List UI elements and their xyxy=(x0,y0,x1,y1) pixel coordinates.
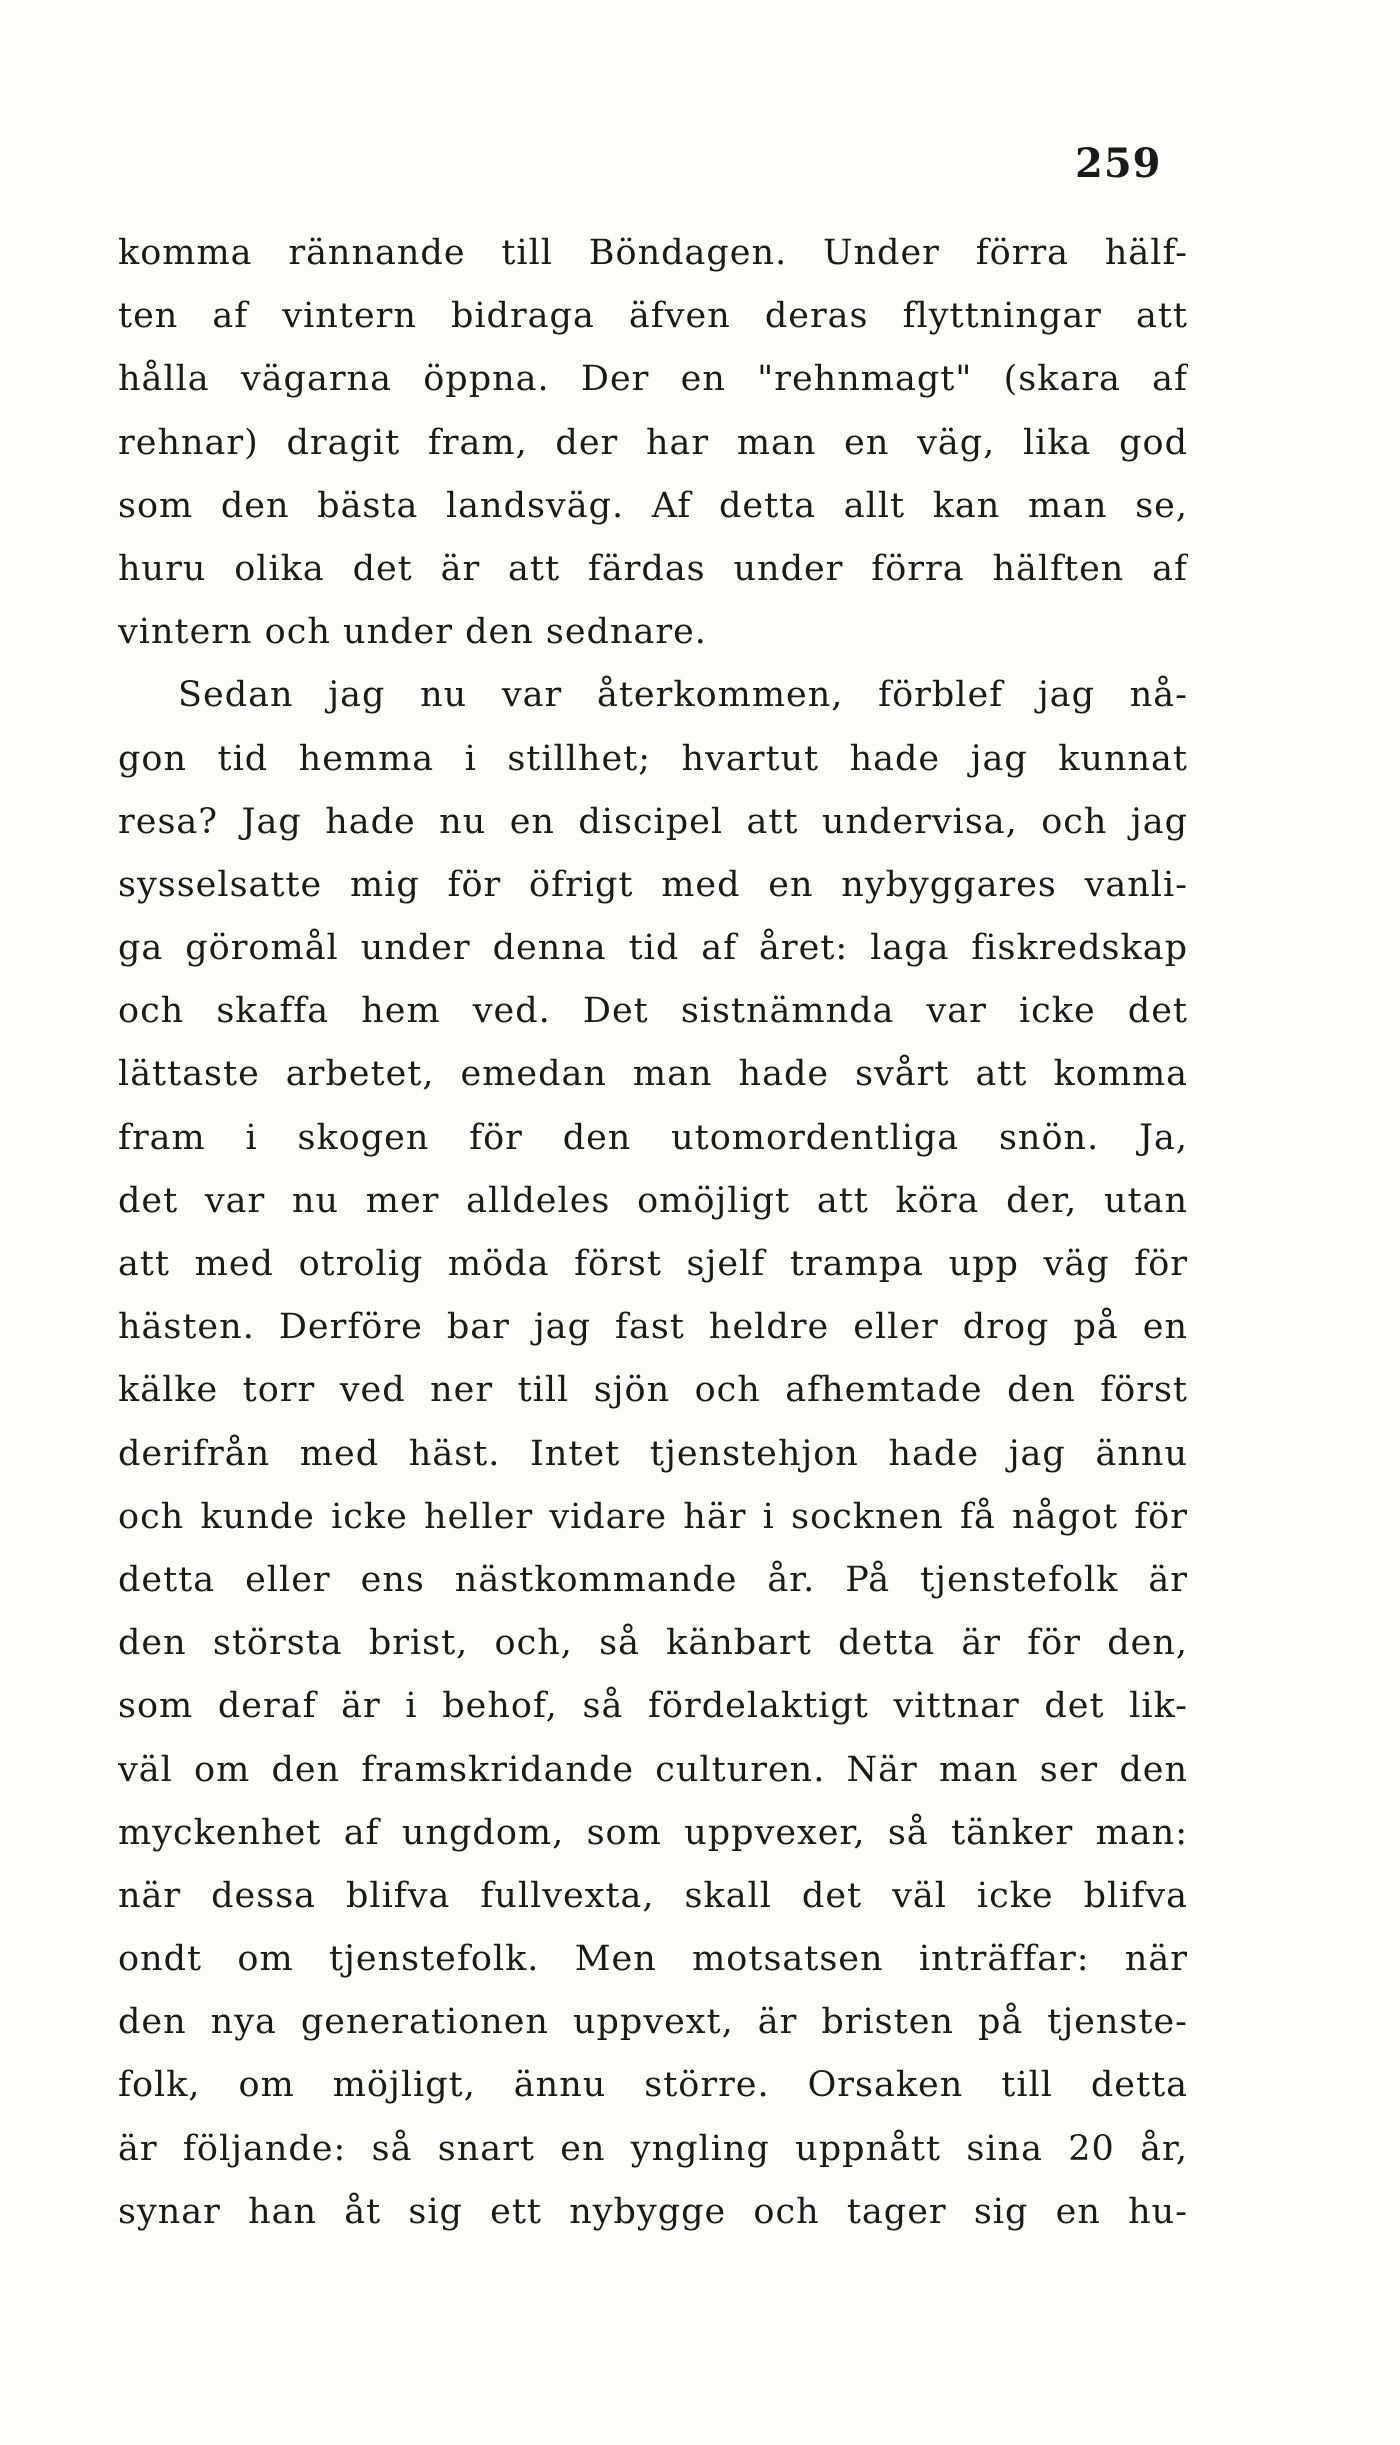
text-line: sysselsatte mig för öfrigt med en nybyggares vanli- xyxy=(118,864,1188,905)
text-line: fram i skogen för den utomordentliga snön. Ja, xyxy=(118,1117,1188,1158)
text-line: Sedan jag nu var återkommen, förblef jag nå- xyxy=(178,675,1188,716)
text-line: att med otrolig möda först sjelf trampa upp väg för xyxy=(118,1244,1188,1284)
text-line: gon tid hemma i stillhet; hvartut hade jag kunnat xyxy=(118,738,1188,779)
body-text xyxy=(118,222,1188,2244)
text-line: hästen. Derföre bar jag fast heldre eller drog på en xyxy=(118,1307,1188,1348)
text-line: väl om den framskridande culturen. När man ser den xyxy=(118,1749,1188,1790)
text-line: och kunde icke heller vidare här i socknen få något för xyxy=(118,1496,1188,1537)
page-number: 259 xyxy=(1075,140,1162,187)
text-line: huru olika det är att färdas under förra hälften af xyxy=(118,548,1188,589)
text-line: rehnar) dragit fram, der har man en väg, lika god xyxy=(118,422,1188,463)
text-line: detta eller ens nästkommande år. På tjenstefolk är xyxy=(118,1559,1188,1600)
text-line: hålla vägarna öppna. Der en "rehnmagt" (skara af xyxy=(118,359,1188,400)
text-line: folk, om möjligt, ännu större. Orsaken till detta xyxy=(118,2065,1188,2106)
text-line: komma rännande till Böndagen. Under förra hälf- xyxy=(118,233,1188,273)
text-line: derifrån med häst. Intet tjenstehjon hade jag ännu xyxy=(118,1433,1188,1474)
text-line: ondt om tjenstefolk. Men motsatsen inträffar: när xyxy=(118,1939,1188,1980)
text-line: det var nu mer alldeles omöjligt att köra der, utan xyxy=(118,1180,1188,1221)
text-line: som den bästa landsväg. Af detta allt kan man se, xyxy=(118,485,1188,526)
text-line: ga göromål under denna tid af året: laga fiskredskap xyxy=(118,928,1188,969)
text-line: och skaffa hem ved. Det sistnämnda var icke det xyxy=(118,991,1188,1032)
text-line: lättaste arbetet, emedan man hade svårt att komma xyxy=(118,1054,1188,1095)
text-line: den största brist, och, så känbart detta är för den, xyxy=(118,1623,1188,1664)
text-line: vintern och under den sednare. xyxy=(118,612,707,653)
text-line: kälke torr ved ner till sjön och afhemtade den först xyxy=(118,1370,1188,1411)
text-line: resa? Jag hade nu en discipel att undervisa, och jag xyxy=(118,801,1188,842)
text-line: myckenhet af ungdom, som uppvexer, så tänker man: xyxy=(118,1812,1188,1853)
text-line: är följande: så snart en yngling uppnått sina 20 år, xyxy=(118,2128,1188,2169)
text-line: ten af vintern bidraga äfven deras flyttningar att xyxy=(118,296,1188,337)
text-line: synar han åt sig ett nybygge och tager sig en hu- xyxy=(118,2191,1188,2232)
text-line: den nya generationen uppvext, är bristen på tjenste- xyxy=(118,2002,1188,2043)
text-line: när dessa blifva fullvexta, skall det väl icke blifva xyxy=(118,1875,1188,1916)
text-line: som deraf är i behof, så fördelaktigt vittnar det lik- xyxy=(118,1686,1188,1727)
